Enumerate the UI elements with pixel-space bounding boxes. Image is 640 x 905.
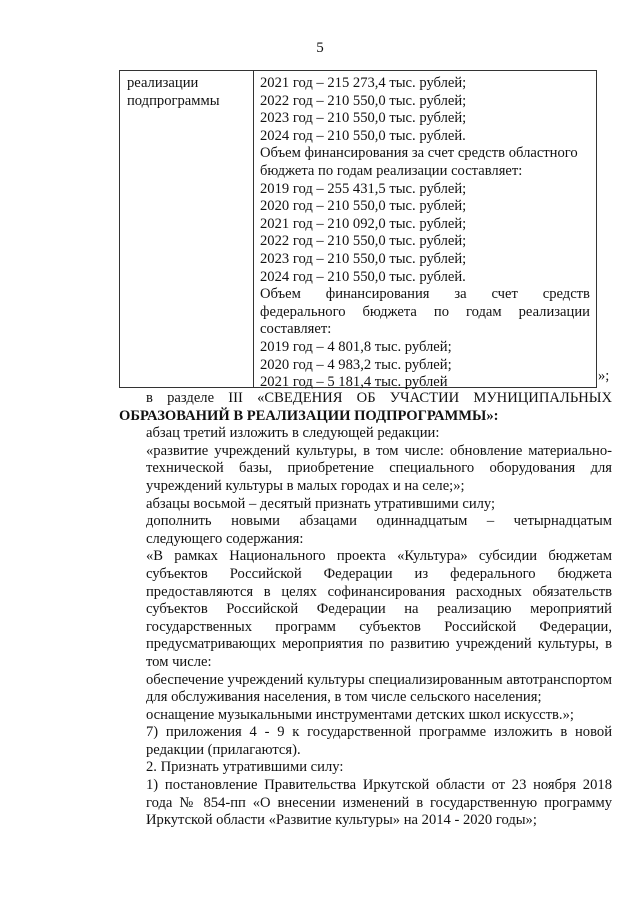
paragraph: абзац третий изложить в следующей редакции: xyxy=(146,425,440,442)
paragraph: абзацы восьмой – десятый признать утратившими силу; xyxy=(146,495,496,512)
financing-line: 2022 год – 210 550,0 тыс. рублей; xyxy=(260,233,467,250)
financing-line xyxy=(260,286,590,304)
word: по xyxy=(433,303,450,320)
paragraph: «развитие учреждений культуры, в том числе: обновление материально-технической базы, приобретение специального оборудования для учреждений культуры в малых городах и на селе;»; xyxy=(146,442,612,494)
word: финансирования xyxy=(325,286,430,303)
financing-line: 2023 год – 210 550,0 тыс. рублей; xyxy=(260,110,467,127)
word: бюджета xyxy=(362,303,417,320)
financing-line: 2021 год – 5 181,4 тыс. рублей xyxy=(260,374,448,391)
paragraph: 2. Признать утратившими силу: xyxy=(146,759,344,776)
paragraph: дополнить новыми абзацами одиннадцатым – четырнадцатым следующего содержания: xyxy=(146,513,612,547)
paragraph: оснащение музыкальными инструментами детских школ искусств.»; xyxy=(146,706,574,723)
word: годам xyxy=(466,303,502,320)
document-body xyxy=(119,390,612,830)
section-reference-line: ОБРАЗОВАНИЙ В РЕАЛИЗАЦИИ ПОДПРОГРАММЫ»: xyxy=(119,407,499,424)
financing-line: бюджета по годам реализации составляет: xyxy=(260,162,523,179)
paragraph: обеспечение учреждений культуры специализированным автотранспортом для обслуживания населения, в том числе сельского населения; xyxy=(146,671,612,706)
section-reference-line xyxy=(119,390,612,408)
financing-line: 2021 год – 210 092,0 тыс. рублей; xyxy=(260,215,467,232)
left-cell-line: подпрограммы xyxy=(127,92,220,109)
financing-line: 2019 год – 255 431,5 тыс. рублей; xyxy=(260,180,467,197)
paragraph: «В рамках Национального проекта «Культура» субсидии бюджетам субъектов Российской Федерации из федерального бюджета предоставляются в целях софинансирования расходных обязательств субъектов Российской Федерации на реализацию мероприятий государственных программ субъектов Российской Федерации, предусматривающих мероприятия по развитию учреждений культуры, в том числе: xyxy=(146,548,612,670)
financing-line: 2019 год – 4 801,8 тыс. рублей; xyxy=(260,338,452,355)
financing-line: 2024 год – 210 550,0 тыс. рублей. xyxy=(260,127,466,144)
word: за xyxy=(454,286,467,303)
closing-quote-mark: »; xyxy=(598,368,610,384)
page-number: 5 xyxy=(316,40,324,56)
financing-line: 2020 год – 210 550,0 тыс. рублей; xyxy=(260,198,467,215)
table-right-cell xyxy=(260,75,590,392)
financing-line: составляет: xyxy=(260,321,332,338)
section-reference-text: в разделе III «СВЕДЕНИЯ ОБ УЧАСТИИ МУНИЦИПАЛЬНЫХ xyxy=(146,390,612,406)
word: счет xyxy=(491,286,518,303)
financing-line: 2022 год – 210 550,0 тыс. рублей; xyxy=(260,92,467,109)
financing-table xyxy=(119,70,597,391)
word: реализации xyxy=(518,303,590,320)
table-left-cell xyxy=(127,75,220,110)
financing-line: 2020 год – 4 983,2 тыс. рублей; xyxy=(260,356,452,373)
paragraph: 7) приложения 4 - 9 к государственной программе изложить в новой редакции (прилагаются). xyxy=(146,724,612,758)
table-column-divider xyxy=(253,71,254,387)
word: федерального xyxy=(260,303,346,320)
left-cell-line: реализации xyxy=(127,75,199,91)
financing-line: Объем финансирования за счет средств областного xyxy=(260,145,578,162)
word: средств xyxy=(542,286,590,303)
financing-line: 2023 год – 210 550,0 тыс. рублей; xyxy=(260,250,467,267)
financing-line xyxy=(260,304,590,322)
word: Объем xyxy=(260,286,301,303)
financing-line: 2021 год – 215 273,4 тыс. рублей; xyxy=(260,75,467,91)
financing-line: 2024 год – 210 550,0 тыс. рублей. xyxy=(260,268,466,285)
paragraph: 1) постановление Правительства Иркутской области от 23 ноября 2018 года № 854-пп «О внесении изменений в государственную программу Иркутской области «Развитие культуры» на 2014 - 2020 годы»; xyxy=(146,777,612,829)
